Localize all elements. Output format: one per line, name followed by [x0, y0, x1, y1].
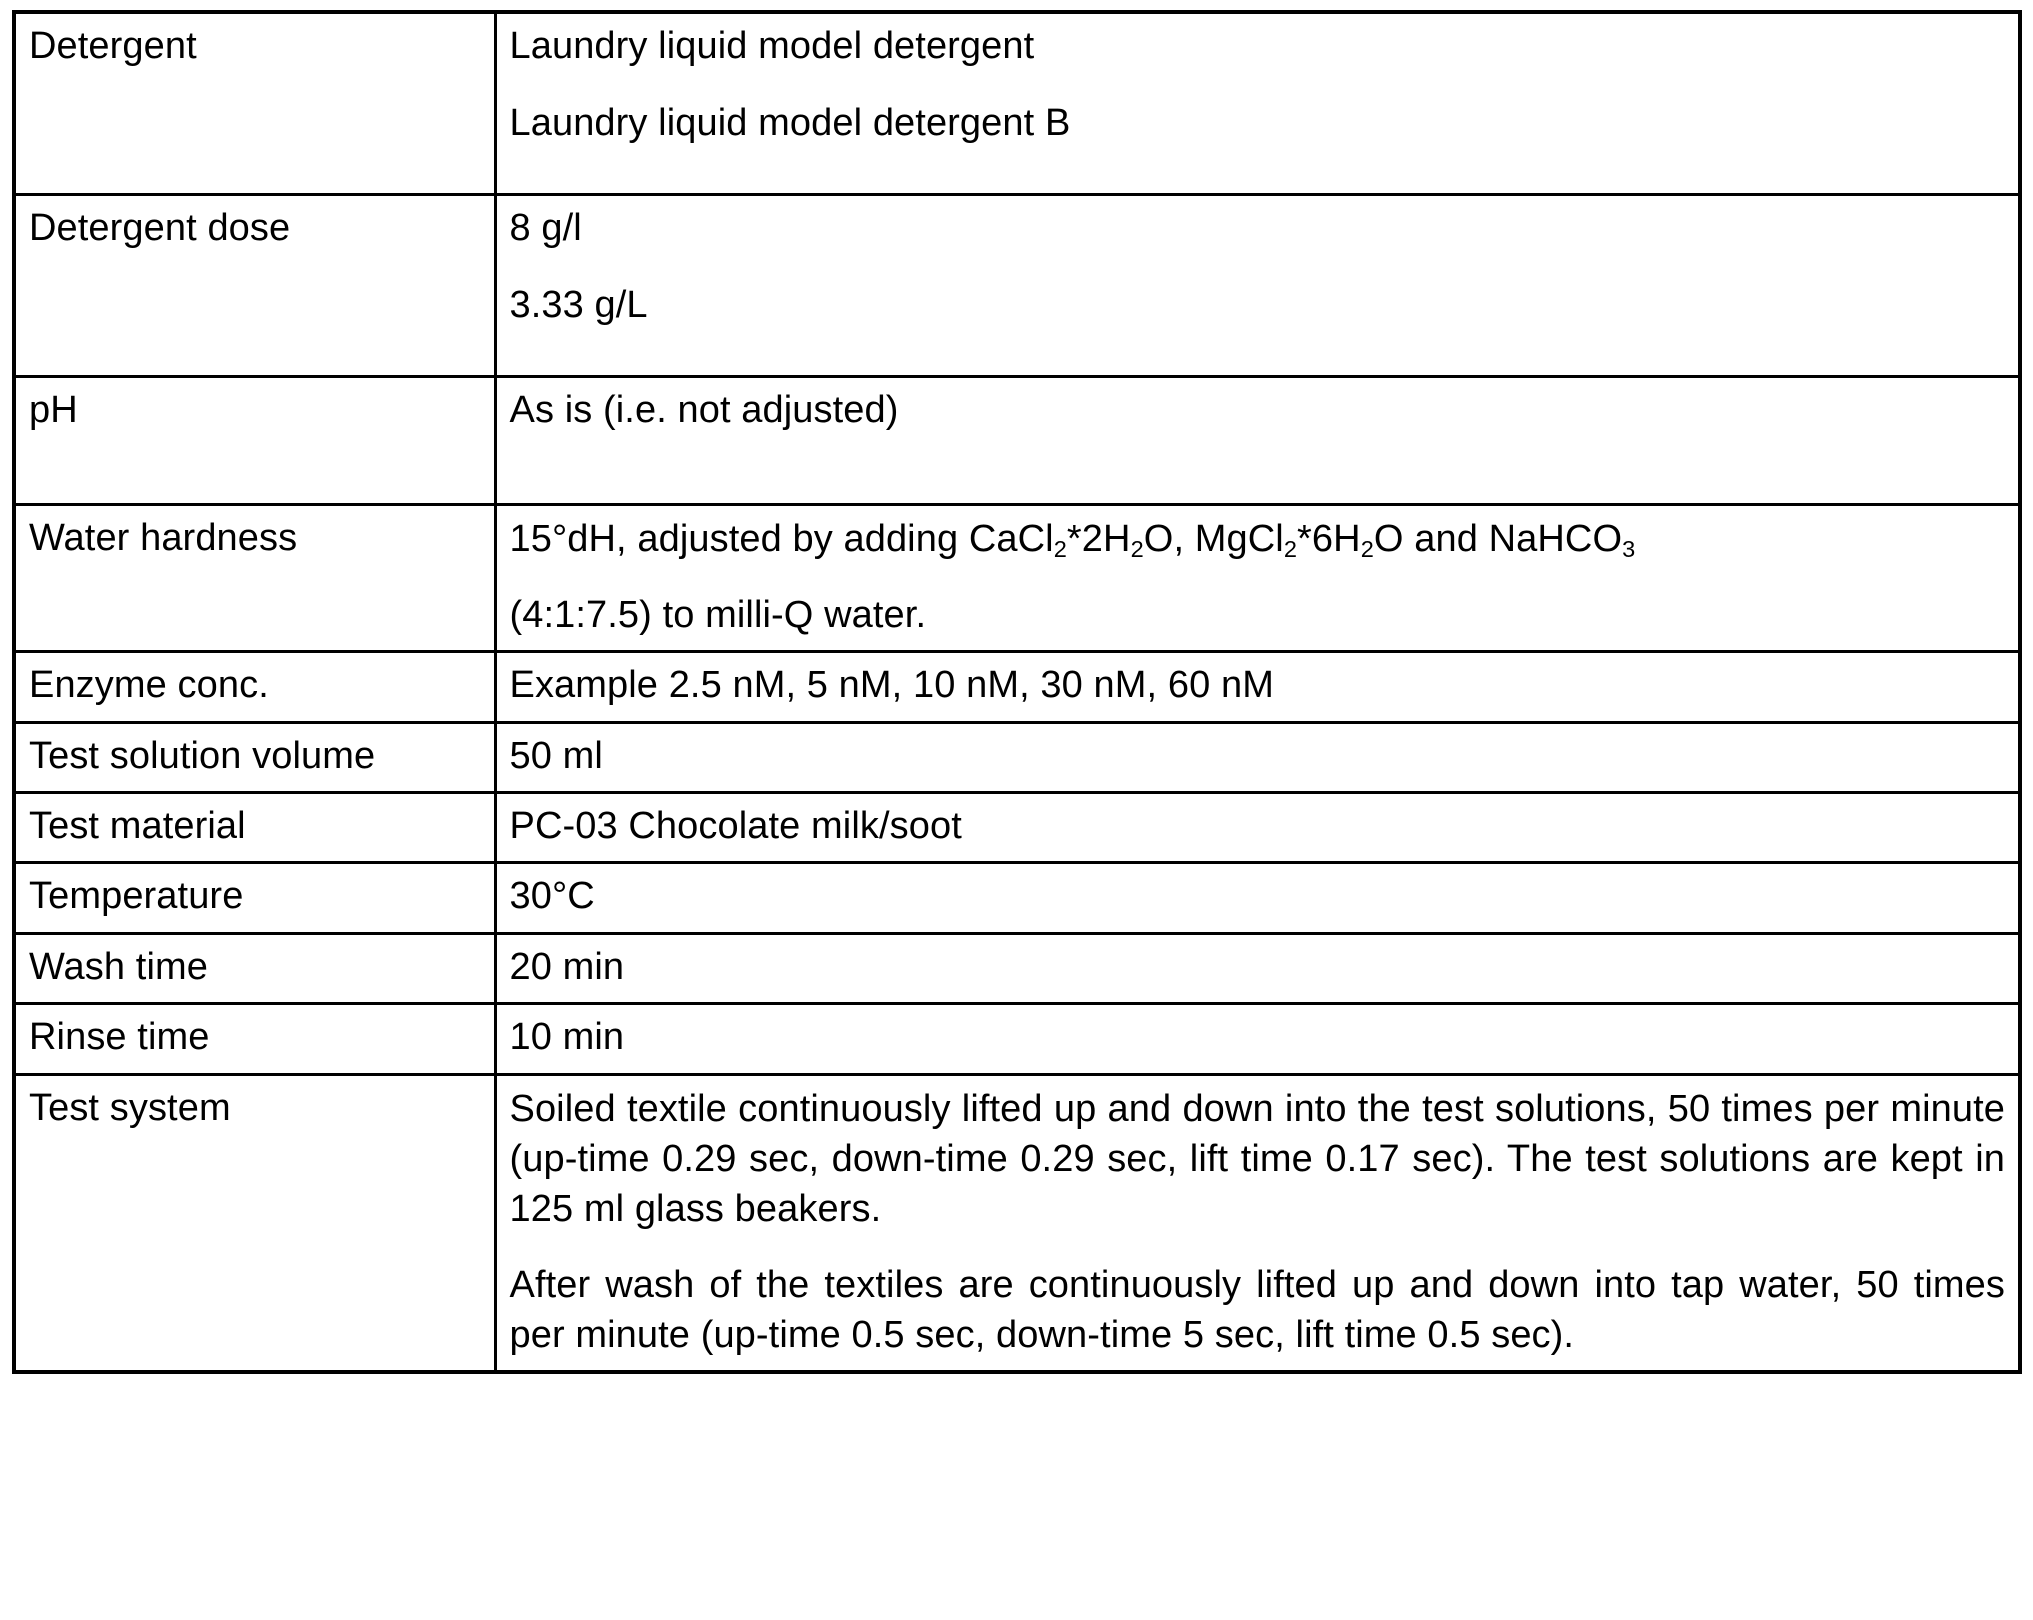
- value-line: 10 min: [509, 1016, 625, 1059]
- row-value-rinse-time: [495, 1004, 2020, 1074]
- row-label-detergent-dose: Detergent dose: [14, 194, 495, 376]
- value-line: After wash of the textiles are continuously lifted up and down into tap water, 50 times per minute (up-time 0.5 sec, down-time 5 sec, lift time 0.5 sec).: [509, 1264, 2005, 1357]
- table-body: [14, 12, 2020, 1372]
- value-line: PC-03 Chocolate milk/soot: [509, 805, 962, 848]
- table-row: [14, 1004, 2020, 1074]
- row-value-detergent-dose: [495, 194, 2020, 376]
- table-row: [14, 793, 2020, 863]
- chemical-subscript: 2: [1360, 536, 1374, 563]
- row-value-enzyme-conc: [495, 652, 2020, 722]
- table-row: [14, 652, 2020, 722]
- value-line: Example 2.5 nM, 5 nM, 10 nM, 30 nM, 60 nM: [509, 664, 1274, 707]
- row-label-rinse-time: Rinse time: [14, 1004, 495, 1074]
- row-value-temperature: [495, 863, 2020, 933]
- cell-spacer: [510, 331, 2006, 365]
- table-row: [14, 504, 2020, 651]
- row-label-temperature: Temperature: [14, 863, 495, 933]
- table-row: [14, 376, 2020, 504]
- chemical-subscript: 2: [1283, 536, 1298, 563]
- value-line-rich: 15°dH, adjusted by adding $CaCl_2*2H_2O$, $MgCl_2*6H_2O$ and NaHCO$_3$: [509, 517, 1636, 563]
- table-row: [14, 722, 2020, 792]
- row-value-test-system: [495, 1074, 2020, 1372]
- value-line-rich: (4:1:7.5) to milli-Q water.: [509, 594, 927, 637]
- row-label-enzyme-conc: Enzyme conc.: [14, 652, 495, 722]
- value-line: 30°C: [509, 875, 595, 918]
- value-line: 50 ml: [509, 734, 603, 777]
- value-line: Soiled textile continuously lifted up and down into the test solutions, 50 times per minute (up-time 0.29 sec, down-time 0.29 sec, lift time 0.17 sec). The test solutions are kept in 125 ml glass beakers.: [509, 1087, 2005, 1230]
- row-value-detergent: [495, 12, 2020, 194]
- chemical-subscript: 2: [1130, 536, 1144, 563]
- row-value-test-material: [495, 793, 2020, 863]
- row-value-water-hardness: [495, 504, 2020, 651]
- table-row: [14, 194, 2020, 376]
- value-line: As is (i.e. not adjusted): [509, 388, 899, 431]
- value-line: Laundry liquid model detergent B: [509, 102, 1071, 145]
- row-label-test-system: Test system: [14, 1074, 495, 1372]
- row-label-test-material: Test material: [14, 793, 495, 863]
- row-label-wash-time: Wash time: [14, 933, 495, 1003]
- table-row: [14, 863, 2020, 933]
- row-label-test-solution-volume: Test solution volume: [14, 722, 495, 792]
- row-value-test-solution-volume: [495, 722, 2020, 792]
- chemical-subscript: 3: [1622, 536, 1636, 563]
- table-row: [14, 933, 2020, 1003]
- value-line: Laundry liquid model detergent: [509, 25, 1035, 67]
- value-line: 20 min: [509, 945, 625, 988]
- row-label-water-hardness: Water hardness: [14, 504, 495, 651]
- table-row: [14, 12, 2020, 194]
- parameter-table: [12, 10, 2022, 1374]
- value-line: 3.33 g/L: [509, 284, 648, 327]
- table-row: [14, 1074, 2020, 1372]
- cell-spacer: [510, 149, 2006, 183]
- chemical-subscript: 2: [1053, 536, 1067, 563]
- value-line: 8 g/l: [509, 206, 582, 249]
- row-value-wash-time: [495, 933, 2020, 1003]
- row-label-ph: pH: [14, 376, 495, 504]
- cell-spacer: [510, 435, 2006, 493]
- row-value-ph: [495, 376, 2020, 504]
- row-label-detergent: Detergent: [14, 12, 495, 194]
